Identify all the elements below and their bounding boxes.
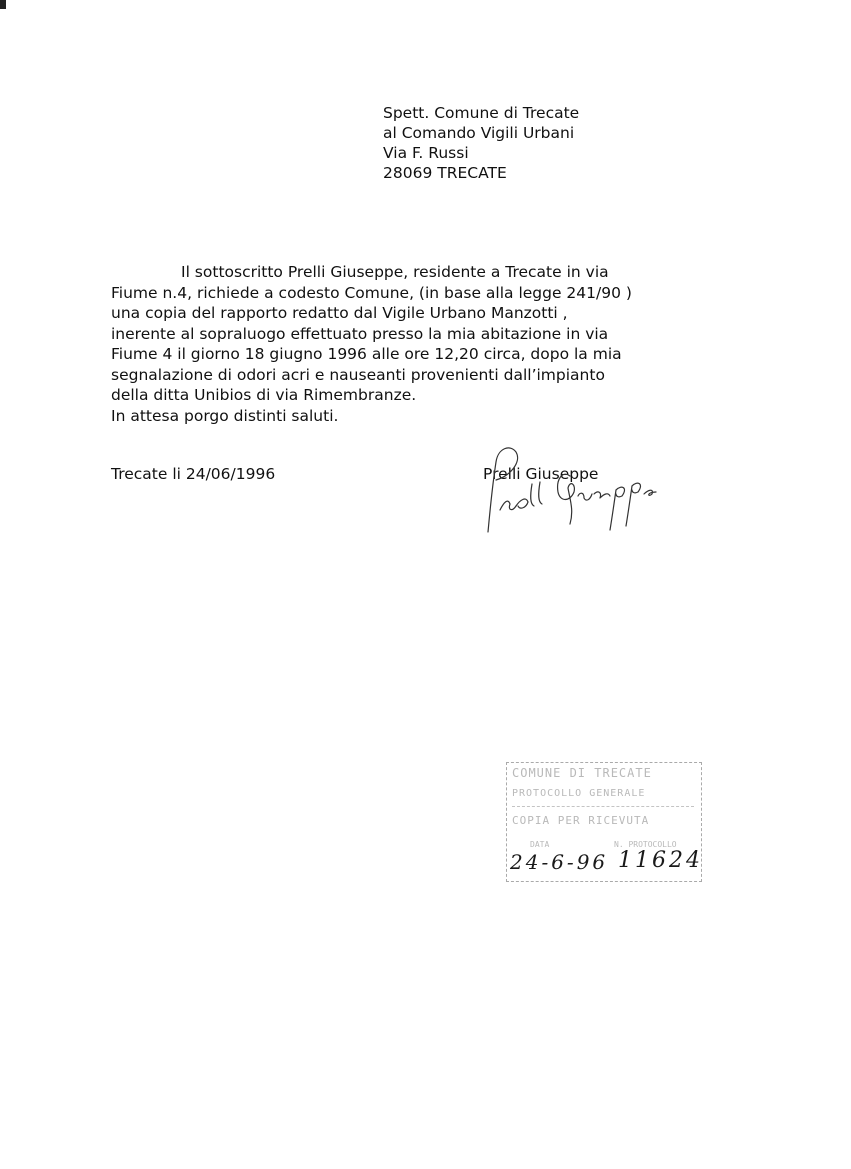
stamp-handwritten-number: 11624 bbox=[618, 848, 703, 873]
letter-line: segnalazione di odori acri e nauseanti provenienti dall’impianto bbox=[111, 365, 605, 384]
stamp-municipality: COMUNE DI TRECATE bbox=[512, 766, 652, 780]
stamp-handwritten-date: 24-6-96 bbox=[510, 850, 609, 874]
letter-line: Fiume 4 il giorno 18 giugno 1996 alle ore 12,20 circa, dopo la mia bbox=[111, 345, 622, 363]
stamp-receipt-copy: COPIA PER RICEVUTA bbox=[512, 814, 650, 827]
letter-line: Il sottoscritto Prelli Giuseppe, residente a Trecate in via bbox=[181, 263, 609, 281]
letter-line: della ditta Unibios di via Rimembranze. bbox=[111, 386, 417, 404]
letter-body bbox=[111, 262, 711, 426]
letter-line: In attesa porgo distinti saluti. bbox=[111, 406, 339, 425]
recipient-address bbox=[383, 103, 579, 183]
stamp-divider bbox=[512, 806, 694, 807]
handwritten-signature bbox=[470, 440, 670, 540]
place-and-date: Trecate li 24/06/1996 bbox=[111, 465, 276, 483]
recipient-line-4: 28069 TRECATE bbox=[383, 164, 507, 182]
letter-line: inerente al sopraluogo effettuato presso la mia abitazione in via bbox=[111, 324, 609, 343]
letter-line: Fiume n.4, richiede a codesto Comune, (in base alla legge 241/90 ) bbox=[111, 283, 632, 302]
stamp-number-label: N. PROTOCOLLO bbox=[614, 840, 677, 849]
letter-line: una copia del rapporto redatto dal Vigile Urbano Manzotti , bbox=[111, 304, 568, 322]
recipient-line-1: Spett. Comune di Trecate bbox=[383, 104, 580, 122]
scan-corner-mark bbox=[0, 0, 6, 9]
signer-name: Prelli Giuseppe bbox=[483, 465, 599, 483]
stamp-register: PROTOCOLLO GENERALE bbox=[512, 788, 646, 799]
recipient-line-2: al Comando Vigili Urbani bbox=[383, 124, 575, 142]
protocol-stamp bbox=[506, 762, 702, 882]
recipient-line-3: Via F. Russi bbox=[383, 144, 469, 162]
stamp-date-label: DATA bbox=[530, 840, 550, 849]
